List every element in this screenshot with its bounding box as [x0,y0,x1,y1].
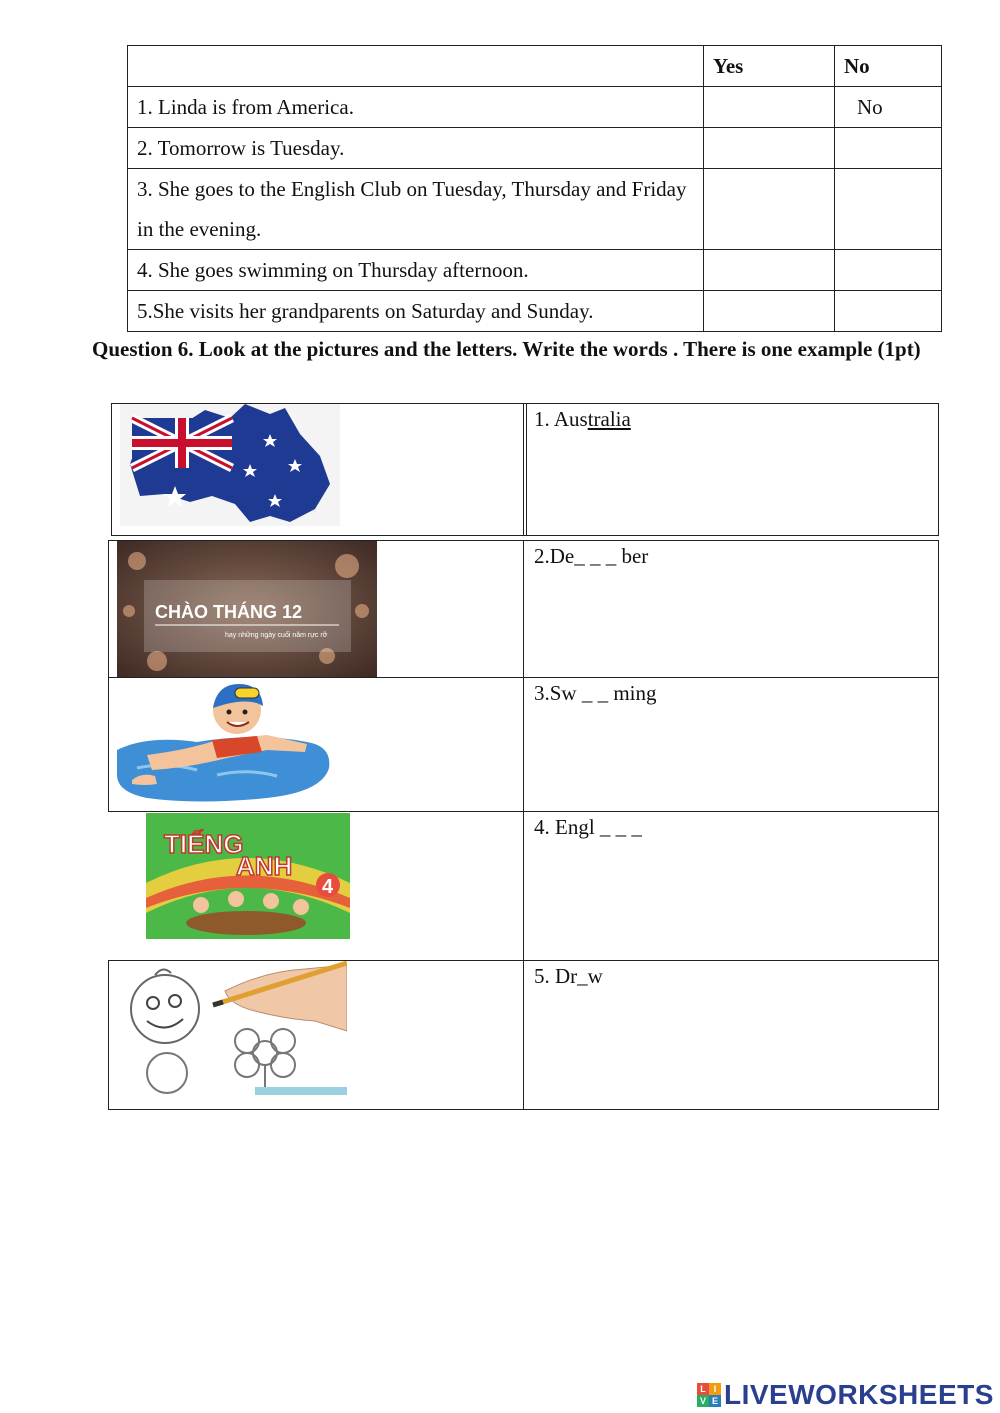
answer-no-5[interactable] [835,291,942,332]
logo-mark-l: L [697,1383,709,1395]
banner-subtitle: hay những ngày cuối năm rực rỡ [225,632,328,639]
word-cell-2[interactable] [523,540,939,678]
statement-1: 1. Linda is from America. [128,87,704,128]
logo-mark-v: V [697,1395,709,1407]
word-1-example-answer: tralia [587,407,631,431]
answer-yes-2[interactable] [704,128,835,169]
answer-yes-5[interactable] [704,291,835,332]
header-statement [128,46,704,87]
header-yes: Yes [704,46,835,87]
table-row [128,128,942,169]
statement-5: 5.She visits her grandparents on Saturday and Sunday. [128,291,704,332]
liveworksheets-logo [697,1378,994,1412]
table-row [128,291,942,332]
picture-cell-4 [108,811,524,961]
december-banner-picture [117,541,377,677]
banner-title: CHÀO THÁNG 12 [155,602,303,622]
answer-yes-4[interactable] [704,250,835,291]
statement-4: 4. She goes swimming on Thursday afternoon. [128,250,704,291]
table-row [128,250,942,291]
word-4-prompt: 4. Engl _ _ _ [534,815,642,839]
logo-text: LIVEWORKSHEETS [724,1379,994,1410]
logo-mark-i: I [709,1383,721,1395]
picture-row-3 [108,677,939,812]
yes-no-table [127,45,942,332]
australia-flag-map-picture [120,404,340,526]
word-cell-5[interactable] [523,960,939,1110]
picture-row-4 [108,811,939,961]
picture-cell-3 [108,677,524,812]
header-no: No [835,46,942,87]
book-number: 4 [322,876,334,898]
picture-row-5 [108,960,939,1110]
logo-mark-e: E [709,1395,721,1407]
picture-row-1 [111,403,939,536]
picture-row-2 [108,540,939,678]
logo-mark-icon [697,1383,721,1407]
word-3-prompt: 3.Sw _ _ ming [534,681,657,705]
drawing-hand-picture [115,961,347,1095]
word-cell-1[interactable] [523,403,939,536]
table-row [128,169,942,250]
picture-cell-5 [108,960,524,1110]
answer-yes-3[interactable] [704,169,835,250]
picture-cell-1 [111,403,527,536]
answer-yes-1[interactable] [704,87,835,128]
book-title-2: ANH [236,851,293,881]
table-header-row [128,46,942,87]
book-title-1: TIẾNG [164,829,244,859]
picture-cell-2 [108,540,524,678]
statement-3: 3. She goes to the English Club on Tuesday, Thursday and Friday in the evening. [128,169,704,250]
word-5-prompt: 5. Dr_w [534,964,603,988]
word-1-prefix: 1. Aus [534,407,588,431]
word-2-prompt: 2.De_ _ _ ber [534,544,649,568]
word-cell-4[interactable] [523,811,939,961]
swimmer-picture [117,680,347,810]
english-book-picture [146,813,350,949]
table-row [128,87,942,128]
statement-2: 2. Tomorrow is Tuesday. [128,128,704,169]
answer-no-2[interactable] [835,128,942,169]
answer-no-4[interactable] [835,250,942,291]
answer-no-1[interactable]: No [835,87,942,128]
word-cell-3[interactable] [523,677,939,812]
question-6-title: Question 6. Look at the pictures and the letters. Write the words . There is one example (1pt) [92,337,921,361]
answer-no-3[interactable] [835,169,942,250]
